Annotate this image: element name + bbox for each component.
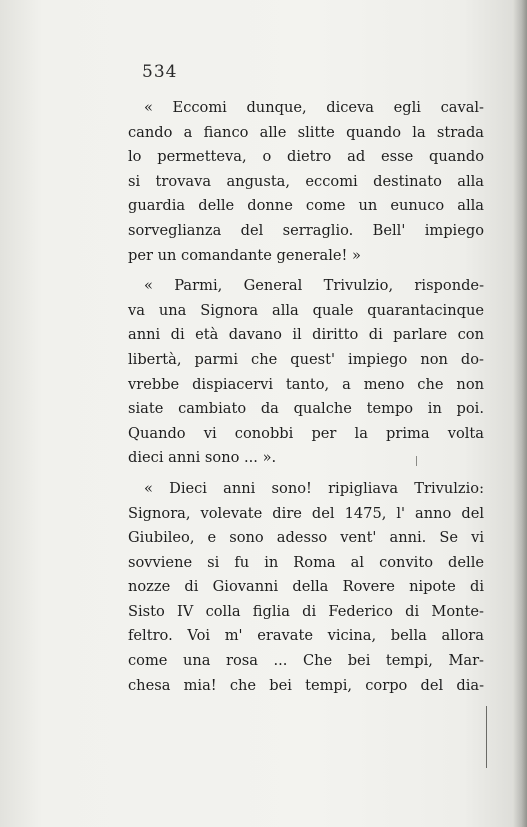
page-number: 534 xyxy=(142,62,178,82)
text-line: libertà, parmi che quest' impiego non do- xyxy=(128,350,484,368)
text-line: Sisto IV colla figlia di Federico di Monte- xyxy=(128,602,484,620)
text-line: come una rosa ... Che bei tempi, Mar- xyxy=(128,652,484,670)
text-line: si trovava angusta, eccomi destinato alla xyxy=(128,172,484,190)
ink-mark xyxy=(416,456,417,466)
text-line: Giubileo, e sono adesso vent' anni. Se vi xyxy=(128,529,484,547)
text-line: lo permetteva, o dietro ad esse quando xyxy=(128,148,484,166)
text-line: per un comandante generale! » xyxy=(128,246,361,264)
text-line: « Dieci anni sono! ripigliava Trivulzio: xyxy=(144,479,484,497)
text-line: « Eccomi dunque, diceva egli caval- xyxy=(144,99,484,116)
text-line: anni di età davano il diritto di parlare con xyxy=(128,326,484,344)
text-line: chesa mia! che bei tempi, corpo del dia- xyxy=(128,676,484,694)
page-edge-shadow xyxy=(513,0,527,827)
text-line: sorveglianza del serraglio. Bell' impiego xyxy=(128,221,484,239)
text-line: va una Signora alla quale quarantacinque xyxy=(128,301,484,319)
text-line: Quando vi conobbi per la prima volta xyxy=(128,424,484,442)
ink-mark xyxy=(486,706,487,768)
body-text xyxy=(128,96,484,698)
text-line: vrebbe dispiacervi tanto, a meno che non xyxy=(128,375,484,393)
text-line: guardia delle donne come un eunuco alla xyxy=(128,197,484,215)
text-line: « Parmi, General Trivulzio, risponde- xyxy=(144,277,484,295)
text-line: siate cambiato da qualche tempo in poi. xyxy=(128,400,484,418)
text-line: cando a fianco alle slitte quando la strada xyxy=(128,123,484,141)
text-line: dieci anni sono ... ». xyxy=(128,449,277,467)
text-line: sovviene si fu in Roma al convito delle xyxy=(128,553,484,571)
text-line: Signora, volevate dire del 1475, l' anno del xyxy=(128,504,484,522)
text-line: feltro. Voi m' eravate vicina, bella allora xyxy=(128,627,484,645)
text-line: nozze di Giovanni della Rovere nipote di xyxy=(128,578,484,596)
